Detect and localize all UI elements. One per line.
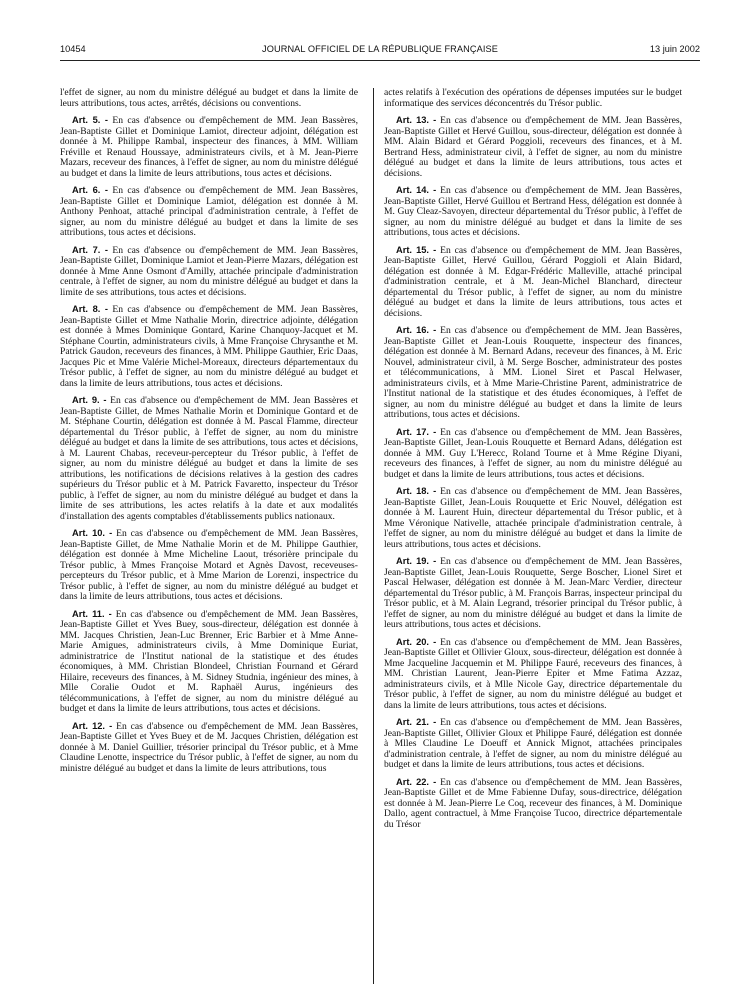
article-number: Art. 15. - — [396, 244, 437, 255]
article-text: En cas d'absence ou d'empêchement de MM. Jean Bassères, Jean-Baptiste Gillet et Yves Buey, sous-directeur, délégation est donnée à MM. Jacques Christien, Jean-Luc Brenner, Eric Barbier et à Mme Anne-Marie Amigues, administrateurs civils, à Mme Dominique Euriat, administratrice de l'Institut national de la statistique et des études économiques, à MM. Christian Blondeel, Christian Fournand et Gérard Hilaire, receveurs des finances, à M. Sidney Studnia, ingénieur des mines, à Mlle Coralie Oudot et M. Raphaël Aurus, ingénieurs des télécommunications, à l'effet de signer, au nom du ministre délégué au budget et dans la limite de leurs attributions, tous actes et décisions. — [60, 608, 358, 714]
article-text: En cas d'absence ou d'empêchement de MM. Jean Bassères, Jean-Baptiste Gillet et Mme Nathalie Morin, directrice adjointe, délégation est donnée à Mmes Dominique Gontard, Karine Chanquoy-Jacquet et M. Stéphane Courtin, administrateurs civils, à Mme Françoise Chrysanthe et M. Patrick Gaudon, receveurs des finances, à MM. Philippe Gauthier, Eric Daas, Jacques Pic et Mme Valérie Michel-Moreaux, directeurs départementaux du Trésor public, à l'effet de signer, au nom du ministre délégué au budget et dans la limite de leurs attributions, tous actes et décisions. — [60, 304, 358, 389]
article-paragraph — [384, 637, 682, 712]
article-number: Art. 20. - — [396, 636, 437, 647]
article-paragraph — [60, 115, 358, 179]
article-text: En cas d'absence ou d'empêchement de MM. Jean Bassères, Jean-Baptiste Gillet et Jean-Louis Rouquette, inspecteur des finances, délégation est donnée à M. Bernard Adans, receveur des finances, à M. Eric Nouvel, administrateur civil, à M. Serge Boscher, administrateur des postes et télécommunications, à MM. Lionel Siret et Pascal Helwaser, administrateurs civils, et à Mme Marie-Christine Parent, administratrice de l'Institut national de la statistique et des études économiques, à l'effet de signer, au nom du ministre délégué au budget et dans la limite de leurs attributions, tous actes et décisions. — [384, 325, 682, 420]
article-text: En cas d'absence ou d'empêchement de MM. Jean Bassères, Jean-Baptiste Gillet et Hervé Guillou, sous-directeur, délégation est donnée à MM. Alain Bidard et Gérard Poggioli, receveurs des finances, et à M. Bertrand Hess, administrateur civil, à l'effet de signer, au nom du ministre délégué au budget et dans la limite de leurs attributions, tous actes et décisions. — [384, 115, 682, 179]
page-header — [60, 44, 700, 58]
article-text: En cas d'absence ou d'empêchement de MM. Jean Bassères, Jean-Baptiste Gillet, de Mme Nathalie Morin et de M. Philippe Gauthier, délégation est donnée à Mme Micheline Laout, trésorière principale du Trésor public, à Mmes Françoise Motard et Agnès Davost, receveuses-percepteurs du Trésor public, et à Mme Marion de Lorenzi, inspectrice du Trésor public, à l'effet de signer, au nom du ministre délégué au budget et dans la limite de leurs attributions, tous actes et décisions. — [60, 528, 358, 602]
article-number: Art. 19. - — [396, 556, 437, 566]
article-paragraph — [60, 185, 358, 239]
article-number: Art. 6. - — [72, 185, 108, 195]
article-text: En cas d'absence ou d'empêchement de MM. Jean Bassères, Jean-Baptiste Gillet, Jean-Louis Rouquette et Eric Nouvel, délégation est donnée à M. Laurent Huin, directeur départemental du Trésor public, et à Mme Véronique Nativelle, attachée principale d'administration centrale, à l'effet de signer, au nom du ministre délégué au budget et dans la limite de leurs attributions, tous actes et décisions. — [384, 486, 682, 550]
article-paragraph — [384, 115, 682, 179]
article-number: Art. 18. - — [396, 486, 437, 496]
article-number: Art. 21. - — [396, 717, 437, 727]
article-number: Art. 8. - — [72, 304, 108, 314]
article-paragraph — [60, 528, 358, 603]
article-text: En cas d'absence ou d'empêchement de MM. Jean Bassères, Jean-Baptiste Gillet et Dominique Lamiot, délégation est donnée à M. Anthony Penhoat, attaché principal d'administration centrale, à l'effet de signer, au nom du ministre délégué au budget et dans la limite de ses attributions, tous actes et décisions. — [60, 185, 358, 238]
article-paragraph — [60, 88, 358, 109]
article-text: En cas d'absence ou d'empêchement de MM. Jean Bassères, Jean-Baptiste Gillet et Ollivier Gloux, sous-directeur, délégation est donnée à Mme Jacqueline Jacquemin et M. Philippe Fauré, receveurs des finances, à MM. Christian Laurent, Jean-Pierre Epiter et Mme Fatima Azzaz, administrateurs civils, et à Mlle Nicole Gay, directrice départementale du Trésor public, à l'effet de signer, au nom du ministre délégué au budget et dans la limite de leurs attributions, tous actes et décisions. — [384, 636, 682, 711]
article-paragraph — [60, 609, 358, 715]
article-number: Art. 14. - — [396, 185, 437, 195]
article-paragraph — [384, 88, 682, 109]
article-text: En cas d'absence ou d'empêchement de MM. Jean Bassères, Jean-Baptiste Gillet, Ollivier Gloux et Philippe Fauré, délégation est donnée à Mlles Claudine Le Doeuff et Annick Mignot, attachées principales d'administration centrale, à l'effet de signer, au nom du ministre délégué au budget et dans la limite de leurs attributions, tous actes et décisions. — [384, 717, 682, 770]
article-number: Art. 22. - — [396, 776, 437, 787]
article-text: actes relatifs à l'exécution des opérations de dépenses imputées sur le budget informatique des services déconcentrés du Trésor public. — [384, 87, 682, 109]
article-number: Art. 11. - — [72, 608, 112, 619]
article-text: En cas d'absence ou d'empêchement de MM. Jean Bassères, Jean-Baptiste Gillet et Dominique Lamiot, directeur adjoint, délégation est donnée à M. Philippe Rambal, inspecteur des finances, à MM. William Fréville et Renaud Houssaye, administrateurs civils, et à M. Jean-Pierre Mazars, receveur des finances, à l'effet de signer, au nom du ministre délégué au budget et dans la limite de leurs attributions, tous actes et décisions. — [60, 115, 358, 179]
article-text: En cas d'absence ou d'empêchement de MM. Jean Bassères, Jean-Baptiste Gillet, Hervé Guillou, Gérard Poggioli et Alain Bidard, délégation est donnée à M. Edgar-Frédéric Malleville, attaché principal d'administration centrale, et à M. Jean-Michel Blanchard, directeur départemental du Trésor public, à l'effet de signer, au nom du ministre délégué au budget et dans la limite de leurs attributions, tous actes et décisions. — [384, 244, 682, 319]
right-column — [384, 88, 682, 836]
article-paragraph — [60, 721, 358, 775]
article-text: l'effet de signer, au nom du ministre délégué au budget et dans la limite de leurs attributions, tous actes, arrêtés, décisions ou conventions. — [60, 87, 358, 109]
article-paragraph — [60, 245, 358, 299]
article-text: En cas d'absence ou d'empêchement de MM. Jean Bassères, Jean-Baptiste Gillet, Dominique Lamiot et Jean-Pierre Mazars, délégation est donnée à Mme Anne Osmont d'Amilly, attachée principale d'administration centrale, à l'effet de signer, au nom du ministre délégué au budget et dans la limite de ses attributions, tous actes et décisions. — [60, 244, 358, 298]
article-paragraph — [384, 245, 682, 320]
article-text: En cas d'absence ou d'empêchement de MM. Jean Bassères et Jean-Baptiste Gillet, de Mmes Nathalie Morin et Dominique Gontard et de M. Stéphane Courtin, délégation est donnée à M. Pascal Flamme, directeur départemental du Trésor public, à l'effet de signer, au nom du ministre délégué au budget et dans la limite de ses attributions, tous actes et décisions, à M. Laurent Chabas, receveur-percepteur du Trésor public, à l'effet de signer, au nom du ministre délégué au budget et dans la limite de ses attributions, les notifications de décisions relatives à la gestion des cadres supérieurs du Trésor public et à M. Patrick Favaretto, inspecteur du Trésor public, à l'effet de signer, au nom du ministre délégué au budget et dans la limite de ses attributions, les actes relatifs à la date et aux modalités d'installation des agents comptables d'établissements publics nationaux. — [60, 395, 358, 522]
article-paragraph — [384, 427, 682, 481]
article-paragraph — [60, 395, 358, 522]
article-paragraph — [384, 717, 682, 771]
article-text: En cas d'absence ou d'empêchement de MM. Jean Bassères, Jean-Baptiste Gillet, Jean-Louis Rouquette, Serge Boscher, Lionel Siret et Pascal Helwaser, délégation est donnée à M. Jean-Marc Verdier, directeur départemental du Trésor public, à M. François Barras, inspecteur principal du Trésor public, et à M. Alain Legrand, trésorier principal du Trésor public, à l'effet de signer, au nom du ministre délégué au budget et dans la limite de leurs attributions, tous actes et décisions. — [384, 556, 682, 630]
header-rule — [60, 60, 700, 61]
article-number: Art. 7. - — [72, 244, 108, 255]
article-number: Art. 10. - — [72, 528, 113, 538]
article-number: Art. 12. - — [72, 720, 113, 731]
article-text: En cas d'absence ou d'empêchement de MM. Jean Bassères, Jean-Baptiste Gillet, Hervé Guillou et Bertrand Hess, délégation est donnée à M. Guy Cleaz-Savoyen, directeur départemental du Trésor public, à l'effet de signer, au nom du ministre délégué au budget et dans la limite de ses attributions, tous actes et décisions. — [384, 185, 682, 238]
column-separator — [373, 88, 374, 984]
article-paragraph — [60, 304, 358, 389]
article-paragraph — [384, 777, 682, 831]
article-text: En cas d'absence ou d'empêchement de MM. Jean Bassères, Jean-Baptiste Gillet et de Mme Fabienne Dufay, sous-directrice, délégation est donnée à M. Jean-Pierre Le Coq, receveur des finances, à M. Dominique Dallo, agent contractuel, à Mme Françoise Tucoo, directrice départementale du Trésor — [384, 776, 682, 830]
article-text: En cas d'absence ou d'empêchement de MM. Jean Bassères, Jean-Baptiste Gillet, Jean-Louis Rouquette et Bernard Adans, délégation est donnée à MM. Guy L'Herecc, Roland Tourne et à Mme Régine Diyani, receveurs des finances, à l'effet de signer, au nom du ministre délégué au budget et dans la limite de leurs attributions, tous actes et décisions. — [384, 426, 682, 480]
journal-title: JOURNAL OFFICIEL DE LA RÉPUBLIQUE FRANÇAISE — [262, 44, 498, 54]
article-number: Art. 17. - — [396, 426, 437, 437]
article-number: Art. 5. - — [72, 115, 108, 125]
issue-date: 13 juin 2002 — [649, 44, 700, 54]
article-paragraph — [384, 325, 682, 421]
left-column — [60, 88, 358, 780]
article-text: En cas d'absence ou d'empêchement de MM. Jean Bassères, Jean-Baptiste Gillet et Yves Buey et de M. Jacques Christien, délégation est donnée à M. Daniel Guillier, trésorier principal du Trésor public, et à Mme Claudine Lenotte, inspectrice du Trésor public, à l'effet de signer, au nom du ministre délégué au budget et dans la limite de leurs attributions, tous — [60, 720, 358, 774]
article-paragraph — [384, 556, 682, 631]
page-number: 10454 — [60, 44, 86, 54]
article-number: Art. 16. - — [396, 325, 437, 335]
article-paragraph — [384, 185, 682, 239]
article-number: Art. 9. - — [72, 395, 107, 405]
article-paragraph — [384, 486, 682, 550]
article-number: Art. 13. - — [396, 115, 437, 125]
